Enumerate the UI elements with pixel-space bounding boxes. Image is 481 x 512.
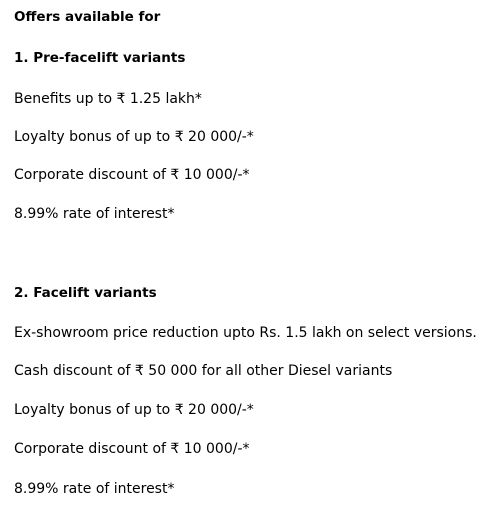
document-title: Offers available for xyxy=(14,9,161,25)
offer-item: Corporate discount of ₹ 10 000/-* xyxy=(14,167,250,183)
offer-item: 8.99% rate of interest* xyxy=(14,481,175,497)
offer-item: Cash discount of ₹ 50 000 for all other Diesel variants xyxy=(14,363,393,379)
offer-item: Loyalty bonus of up to ₹ 20 000/-* xyxy=(14,402,254,418)
offer-item: 8.99% rate of interest* xyxy=(14,206,175,222)
section-heading-facelift: 2. Facelift variants xyxy=(14,285,157,301)
offer-item: Ex-showroom price reduction upto Rs. 1.5 lakh on select versions. xyxy=(14,325,477,341)
offer-item: Loyalty bonus of up to ₹ 20 000/-* xyxy=(14,129,254,145)
section-heading-pre-facelift: 1. Pre-facelift variants xyxy=(14,50,186,66)
offer-item: Benefits up to ₹ 1.25 lakh* xyxy=(14,91,202,107)
offer-item: Corporate discount of ₹ 10 000/-* xyxy=(14,441,250,457)
